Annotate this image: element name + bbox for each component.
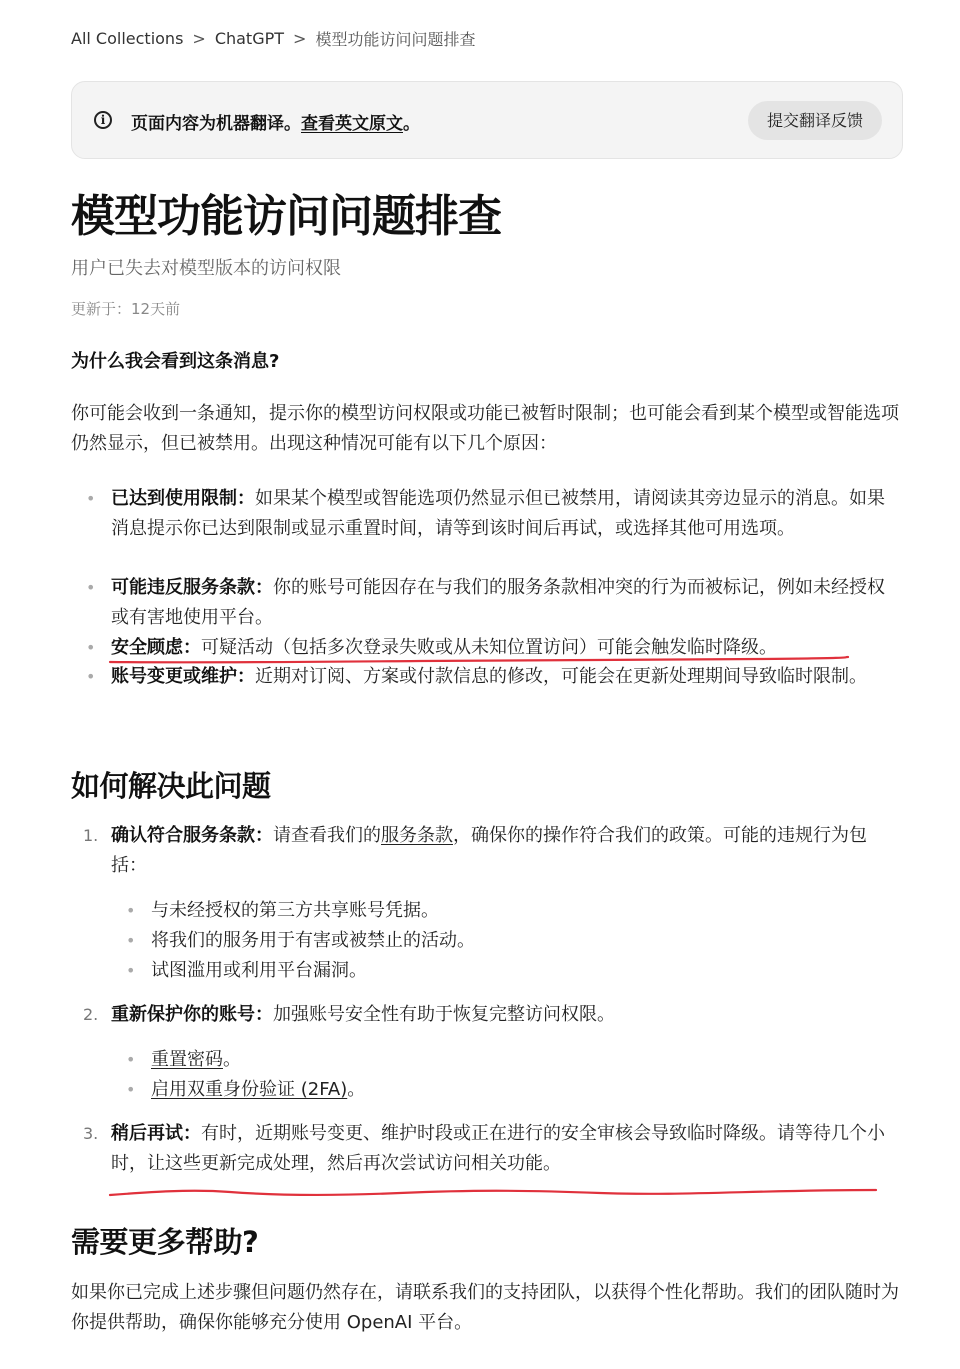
list-item-text: 将我们的服务用于有害或被禁止的活动。: [151, 930, 475, 951]
bullet-icon: •: [86, 578, 96, 597]
bullet-icon: •: [126, 1050, 136, 1069]
list-item-label: 已达到使用限制：: [111, 488, 255, 509]
step-label: 稍后再试：: [111, 1123, 201, 1144]
step-number: 1.: [83, 826, 99, 845]
list-item-text: 近期对订阅、方案或付款信息的修改，可能会在更新处理期间导致临时限制。: [255, 666, 867, 687]
bullet-icon: •: [86, 667, 96, 686]
bullet-icon: •: [126, 961, 136, 980]
list-item-text: 与未经授权的第三方共享账号凭据。: [151, 900, 439, 921]
step-number: 3.: [83, 1124, 99, 1143]
section-heading-how-to-fix: 如何解决此问题: [71, 769, 271, 803]
list-item: [126, 956, 901, 986]
list-item: [86, 573, 901, 633]
step-item: [83, 1000, 901, 1030]
list-item-label: 账号变更或维护：: [111, 666, 255, 687]
breadcrumb-chatgpt[interactable]: ChatGPT: [214, 29, 285, 48]
list-item: [126, 1045, 901, 1075]
bullet-icon: •: [126, 931, 136, 950]
breadcrumb-separator-icon: >: [192, 29, 206, 48]
step-text: 加强账号安全性有助于恢复完整访问权限。: [273, 1004, 615, 1025]
reset-password-link[interactable]: 重置密码: [151, 1049, 223, 1070]
list-item-label: 可能违反服务条款：: [111, 577, 273, 598]
breadcrumb: [71, 27, 475, 50]
banner-message: 页面内容为机器翻译。: [131, 114, 301, 134]
step-label: 重新保护你的账号：: [111, 1004, 273, 1025]
terms-of-service-link[interactable]: 服务条款: [381, 825, 453, 846]
bullet-icon: •: [126, 1080, 136, 1099]
list-item-text: 试图滥用或利用平台漏洞。: [151, 960, 367, 981]
list-item: [86, 633, 901, 663]
list-item-text: 如果某个模型或智能选项仍然显示但已被禁用，请阅读其旁边显示的消息。如果消息提示你已达到限制或显示重置时间，请等到该时间后再试，或选择其他可用选项。: [111, 488, 885, 539]
list-item: [86, 484, 901, 544]
breadcrumb-separator-icon: >: [293, 29, 307, 48]
list-item: [126, 926, 901, 956]
list-item-label: 安全顾虑：: [111, 637, 201, 658]
list-item: [126, 896, 901, 926]
step-item: [83, 821, 901, 881]
list-item-text: 你的账号可能因存在与我们的服务条款相冲突的行为而被标记，例如未经授权或有害地使用平台。: [111, 577, 885, 628]
step-label: 确认符合服务条款：: [111, 825, 273, 846]
view-original-link[interactable]: 查看英文原文: [301, 114, 403, 134]
section-heading-why: 为什么我会看到这条消息?: [71, 351, 280, 372]
link-suffix: 。: [347, 1079, 366, 1100]
bullet-icon: •: [86, 638, 96, 657]
step-number: 2.: [83, 1005, 99, 1024]
translation-banner: [71, 81, 903, 159]
annotation-underline-retry: [110, 1190, 876, 1195]
step-text: 请查看我们的: [273, 825, 381, 846]
updated-timestamp: 更新于：12天前: [71, 300, 181, 318]
list-item: [126, 1075, 901, 1105]
breadcrumb-current: 模型功能访问问题排查: [315, 30, 476, 49]
translation-feedback-button[interactable]: 提交翻译反馈: [748, 101, 882, 140]
list-item: [86, 662, 901, 692]
bullet-icon: •: [126, 901, 136, 920]
list-item-text: 可疑活动（包括多次登录失败或从未知位置访问）可能会触发临时降级。: [201, 637, 777, 658]
step-text: ，确保你的操作符合我们的政策。可能的违规行为包括：: [111, 825, 867, 876]
link-suffix: 。: [223, 1049, 241, 1070]
bullet-icon: •: [86, 489, 96, 508]
breadcrumb-all-collections[interactable]: All Collections: [71, 29, 184, 48]
banner-text: [131, 109, 420, 134]
section-intro: 你可能会收到一条通知，提示你的模型访问权限或功能已被暂时限制；也可能会看到某个模型或智能选项仍然显示，但已被禁用。出现这种情况可能有以下几个原因：: [71, 403, 899, 454]
section-heading-more-help: 需要更多帮助?: [71, 1225, 259, 1259]
step-item: [83, 1119, 901, 1179]
banner-suffix: 。: [403, 114, 420, 134]
enable-2fa-link[interactable]: 启用双重身份验证 (2FA): [151, 1079, 348, 1100]
more-help-text: 如果你已完成上述步骤但问题仍然存在，请联系我们的支持团队，以获得个性化帮助。我们的团队随时为你提供帮助，确保你能够充分使用 OpenAI 平台。: [71, 1282, 899, 1333]
info-icon: i: [94, 111, 112, 129]
step-text: 有时，近期账号变更、维护时段或正在进行的安全审核会导致临时降级。请等待几个小时，让这些更新完成处理，然后再次尝试访问相关功能。: [111, 1123, 885, 1174]
page-subtitle: 用户已失去对模型版本的访问权限: [71, 258, 341, 279]
page-title: 模型功能访问问题排查: [71, 191, 501, 242]
